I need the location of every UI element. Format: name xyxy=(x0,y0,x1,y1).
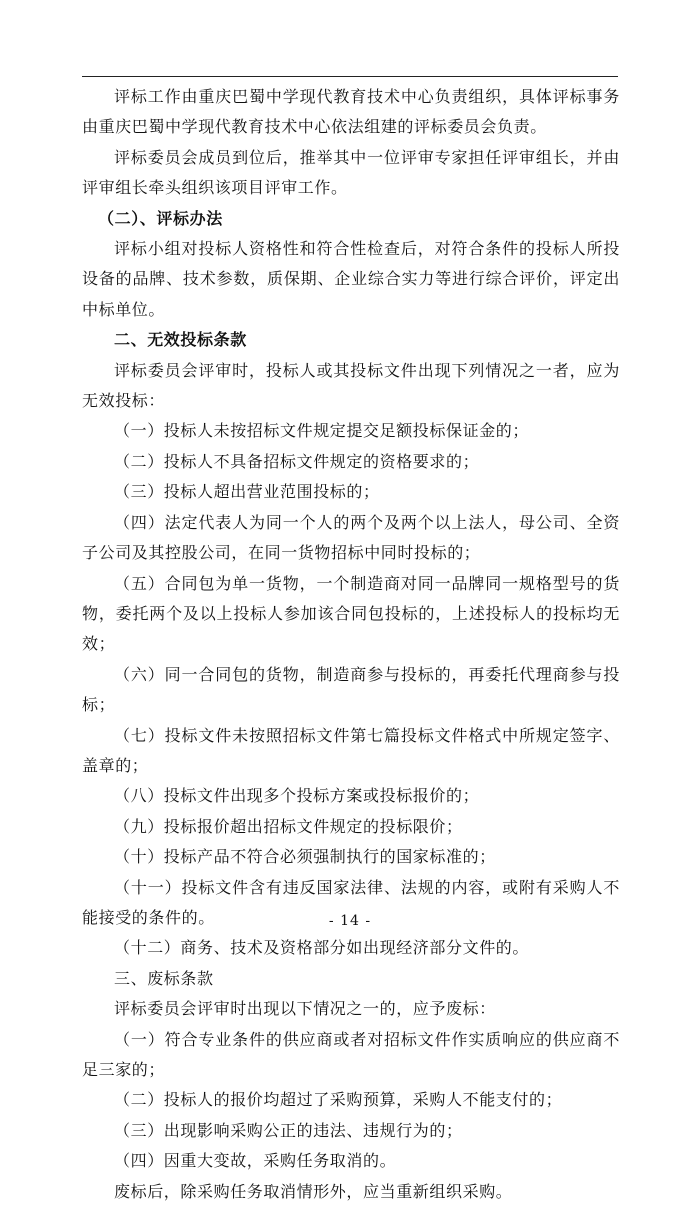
page-number: - 14 - xyxy=(328,913,372,929)
list-item-invalid-9: （九）投标报价超出招标文件规定的投标限价； xyxy=(114,816,463,836)
list-item-invalid-4: （四）法定代表人为同一个人的两个及两个以上法人，母公司、全资子公司及其控股公司，在同一货物招标中同时投标的； xyxy=(82,512,620,563)
list-item-invalid-7: （七）投标文件未按照招标文件第七篇投标文件格式中所规定签字、盖章的； xyxy=(82,725,620,775)
list-item-invalid-2: （二）投标人不具备招标文件规定的资格要求的； xyxy=(114,451,480,471)
paragraph-after-rejection: 废标后，除采购任务取消情形外，应当重新组织采购。 xyxy=(114,1181,513,1201)
list-item-invalid-1: （一）投标人未按招标文件规定提交足额投标保证金的； xyxy=(114,421,530,441)
list-item-invalid-5: （五）合同包为单一货物，一个制造商对同一品牌同一规格型号的货物，委托两个及以上投标人参加该合同包投标的，上述投标人的投标均无效； xyxy=(82,573,620,654)
document-body xyxy=(82,82,620,1207)
list-item-invalid-11: （十一）投标文件含有违反国家法律、法规的内容，或附有采购人不能接受的条件的。 xyxy=(82,877,620,927)
list-item-invalid-10: （十）投标产品不符合必须强制执行的国家标准的； xyxy=(114,847,496,867)
paragraph-invalid-bid-intro: 评标委员会评审时，投标人或其投标文件出现下列情况之一者，应为无效投标： xyxy=(82,360,620,411)
heading-bid-rejection-clauses: 三、废标条款 xyxy=(114,968,214,988)
list-item-invalid-3: （三）投标人超出营业范围投标的； xyxy=(114,482,380,502)
list-item-rejection-4: （四）因重大变故，采购任务取消的。 xyxy=(114,1151,397,1171)
list-item-rejection-1: （一）符合专业条件的供应商或者对招标文件作实质响应的供应商不足三家的； xyxy=(82,1029,620,1079)
list-item-invalid-6: （六）同一合同包的货物，制造商参与投标的，再委托代理商参与投标； xyxy=(82,664,620,715)
header-rule xyxy=(82,76,618,77)
paragraph-bid-rejection-intro: 评标委员会评审时出现以下情况之一的，应予废标： xyxy=(114,999,496,1019)
list-item-rejection-3: （三）出现影响采购公正的违法、违规行为的； xyxy=(114,1120,463,1140)
paragraph-evaluation-method: 评标小组对投标人资格性和符合性检查后，对符合条件的投标人所投设备的品牌、技术参数，质保期、企业综合实力等进行综合评价，评定出中标单位。 xyxy=(82,239,620,319)
list-item-invalid-8: （八）投标文件出现多个投标方案或投标报价的； xyxy=(114,786,480,806)
heading-invalid-bid-clauses: 二、无效投标条款 xyxy=(114,330,247,350)
list-item-rejection-2: （二）投标人的报价均超过了采购预算，采购人不能支付的； xyxy=(114,1090,563,1110)
paragraph-committee-leader: 评标委员会成员到位后，推举其中一位评审专家担任评审组长，并由评审组长牵头组织该项目评审工作。 xyxy=(82,147,620,198)
heading-evaluation-method: （二）、评标办法 xyxy=(98,208,223,228)
paragraph-evaluation-organizer: 评标工作由重庆巴蜀中学现代教育技术中心负责组织，具体评标事务由重庆巴蜀中学现代教育技术中心依法组建的评标委员会负责。 xyxy=(82,87,620,137)
list-item-invalid-12: （十二）商务、技术及资格部分如出现经济部分文件的。 xyxy=(114,938,530,958)
